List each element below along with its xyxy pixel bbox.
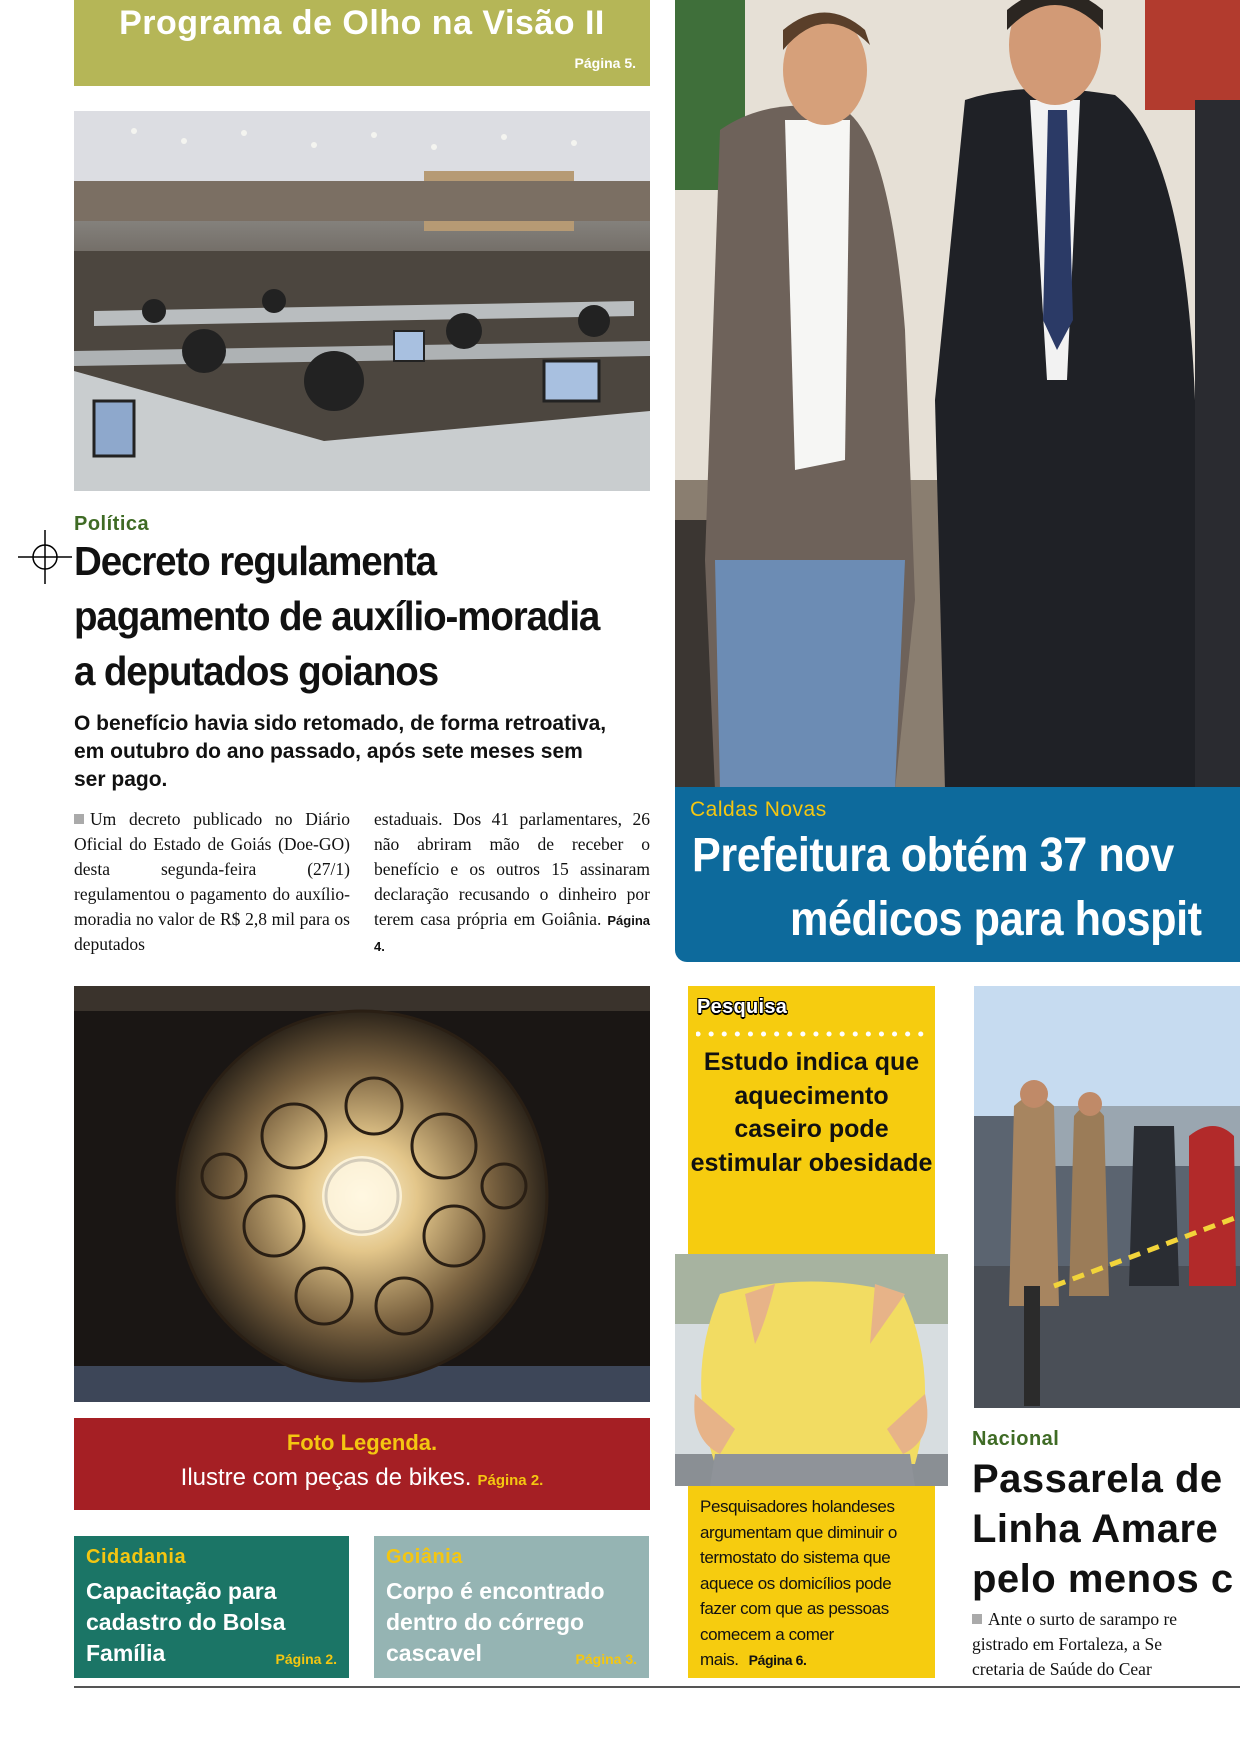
pesquisa-page-ref[interactable]: Página 6. [748, 1652, 807, 1668]
dotted-divider [696, 1030, 928, 1038]
cidadania-headline: Capacitação para cadastro do Bolsa Família [86, 1578, 286, 1666]
banner-page-ref: Página 5. [574, 55, 636, 71]
bullet-square-icon [972, 1614, 982, 1624]
goiania-headline: Corpo é encontrado dentro do córrego cascavel [386, 1578, 605, 1666]
banner-title: Programa de Olho na Visão II [119, 4, 605, 42]
foto-legenda-page-ref[interactable]: Página 2. [477, 1472, 544, 1489]
politica-body-text-2: estaduais. Dos 41 parlamentares, 26 não abriram mão de receber o benefício e os outros 15 assinaram declaração recusando o dinheiro por terem casa própria em Goiânia. [374, 809, 650, 929]
obesity-photo [675, 1254, 948, 1486]
caldas-headline-line-1: Prefeitura obtém 37 nov [692, 829, 1174, 882]
cidadania-page-ref: Página 2. [275, 1651, 337, 1667]
goiania-kicker: Goiânia [386, 1546, 463, 1568]
politica-headline-line-2: pagamento de auxílio-moradia [74, 593, 600, 639]
nacional-body [972, 1607, 1240, 1682]
registration-mark-icon [18, 530, 72, 584]
caldas-headline-line-2: médicos para hospit [790, 893, 1202, 946]
pesquisa-kicker: Pesquisa [697, 996, 788, 1018]
politica-body-column-2 [374, 807, 650, 959]
bottom-rule [74, 1686, 1240, 1688]
nacional-headline-line-3: pelo menos c [972, 1557, 1234, 1601]
politica-kicker: Política [74, 513, 150, 535]
nacional-body-line-2: gistrado em Fortaleza, a Se [972, 1634, 1163, 1654]
cidadania-box[interactable] [74, 1536, 349, 1678]
caldas-novas-kicker: Caldas Novas [690, 798, 827, 821]
foto-legenda-caption [74, 1464, 650, 1492]
goiania-page-ref: Página 3. [575, 1651, 637, 1667]
nacional-kicker: Nacional [972, 1428, 1060, 1450]
assembly-photo [74, 111, 650, 491]
cidadania-kicker: Cidadania [86, 1546, 187, 1568]
pesquisa-caption-text: Pesquisadores holandeses argumentam que diminuir o termostato do sistema que aquece os domicílios pode fazer com que as pessoas comecem a comer mais. [700, 1497, 897, 1669]
politica-headline-line-1: Decreto regulamenta [74, 538, 436, 584]
nacional-headline-line-1: Passarela de [972, 1457, 1223, 1501]
foto-legenda-caption-text: Ilustre com peças de bikes. [180, 1464, 472, 1491]
top-banner[interactable] [74, 0, 650, 86]
politica-page-ref[interactable]: Página 4. [374, 913, 650, 954]
pesquisa-headline: Estudo indica que aquecimento caseiro pode estimular obesidade [690, 1048, 933, 1177]
goiania-box[interactable] [374, 1536, 649, 1678]
nacional-body-line-3: cretaria de Saúde do Cear [972, 1659, 1152, 1679]
politica-headline[interactable] [74, 534, 619, 699]
bike-parts-lamp-photo [74, 986, 650, 1402]
nacional-headline-line-2: Linha Amare [972, 1507, 1219, 1551]
pesquisa-caption [700, 1494, 928, 1674]
politica-body-column-1 [74, 807, 350, 957]
politica-subhead: O benefício havia sido retomado, de forma retroativa, em outubro do ano passado, após sete meses sem ser pago. [74, 712, 607, 791]
nacional-body-line-1: Ante o surto de sarampo re [988, 1609, 1178, 1629]
politica-headline-line-3: a deputados goianos [74, 648, 439, 694]
foto-legenda-title: Foto Legenda. [286, 1430, 438, 1455]
police-scene-photo [974, 986, 1240, 1408]
politica-body-text-1: Um decreto publicado no Diário Oficial do Estado de Goiás (Doe-GO) desta segunda-feira (27/1) regulamentou o pagamento do auxílio-moradia no valor de R$ 2,8 mil para os deputados [74, 809, 350, 954]
officials-photo [675, 0, 1240, 790]
nacional-headline[interactable] [972, 1454, 1240, 1604]
bullet-square-icon [74, 814, 84, 824]
